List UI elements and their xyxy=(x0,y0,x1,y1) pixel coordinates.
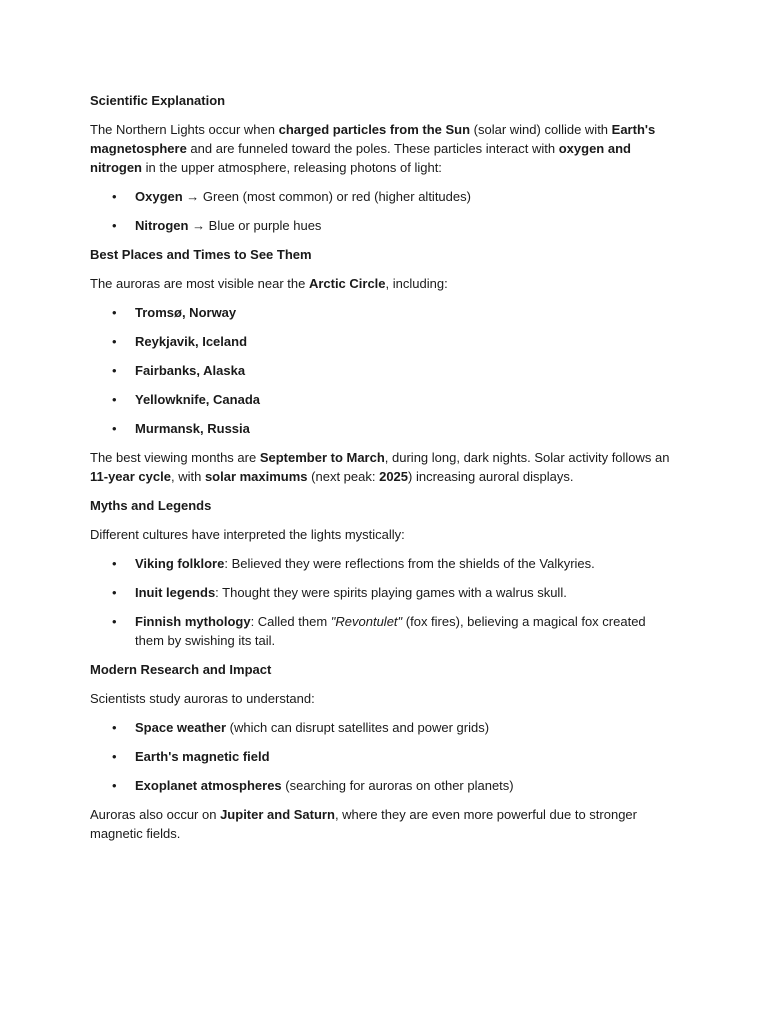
list-myths xyxy=(90,554,670,650)
paragraph-myths-intro: Different cultures have interpreted the lights mystically: xyxy=(90,527,405,542)
list-item: • Nitrogen → Blue or purple hues xyxy=(90,216,670,235)
list-item: • Reykjavik, Iceland xyxy=(90,332,670,351)
paragraph-scientific: The Northern Lights occur when charged particles from the Sun (solar wind) collide with Earth's magnetosphere and are funneled toward the poles. These particles interact with oxygen and nitrogen in the upper atmosphere, releasing photons of light: xyxy=(90,122,656,175)
list-item: • Viking folklore: Believed they were reflections from the shields of the Valkyries. xyxy=(90,554,670,573)
list-item: • Oxygen → Green (most common) or red (higher altitudes) xyxy=(90,187,670,206)
list-gases xyxy=(90,187,670,235)
section-heading-places: Best Places and Times to See Them xyxy=(90,247,312,262)
list-places xyxy=(90,303,670,438)
paragraph-closing: Auroras also occur on Jupiter and Saturn, where they are even more powerful due to stronger magnetic fields. xyxy=(90,807,637,841)
list-research xyxy=(90,718,670,795)
paragraph-viewing-months: The best viewing months are September to March, during long, dark nights. Solar activity follows an 11-year cycle, with solar maximums (next peak: 2025) increasing auroral displays. xyxy=(90,450,670,484)
list-item: • Tromsø, Norway xyxy=(90,303,670,322)
list-item: • Space weather (which can disrupt satellites and power grids) xyxy=(90,718,670,737)
section-heading-scientific: Scientific Explanation xyxy=(90,93,226,108)
paragraph-research-intro: Scientists study auroras to understand: xyxy=(90,691,315,706)
list-item: • Earth's magnetic field xyxy=(90,747,670,766)
section-heading-research: Modern Research and Impact xyxy=(90,662,272,677)
list-item: • Yellowknife, Canada xyxy=(90,390,670,409)
list-item: • Exoplanet atmospheres (searching for auroras on other planets) xyxy=(90,776,670,795)
list-item: • Fairbanks, Alaska xyxy=(90,361,670,380)
paragraph-places-intro: The auroras are most visible near the Arctic Circle, including: xyxy=(90,276,448,291)
list-item: • Murmansk, Russia xyxy=(90,419,670,438)
section-heading-myths: Myths and Legends xyxy=(90,498,212,513)
list-item: • Inuit legends: Thought they were spirits playing games with a walrus skull. xyxy=(90,583,670,602)
document-body xyxy=(90,91,670,853)
list-item: • Finnish mythology: Called them "Revontulet" (fox fires), believing a magical fox created them by swishing its tail. xyxy=(90,612,670,650)
